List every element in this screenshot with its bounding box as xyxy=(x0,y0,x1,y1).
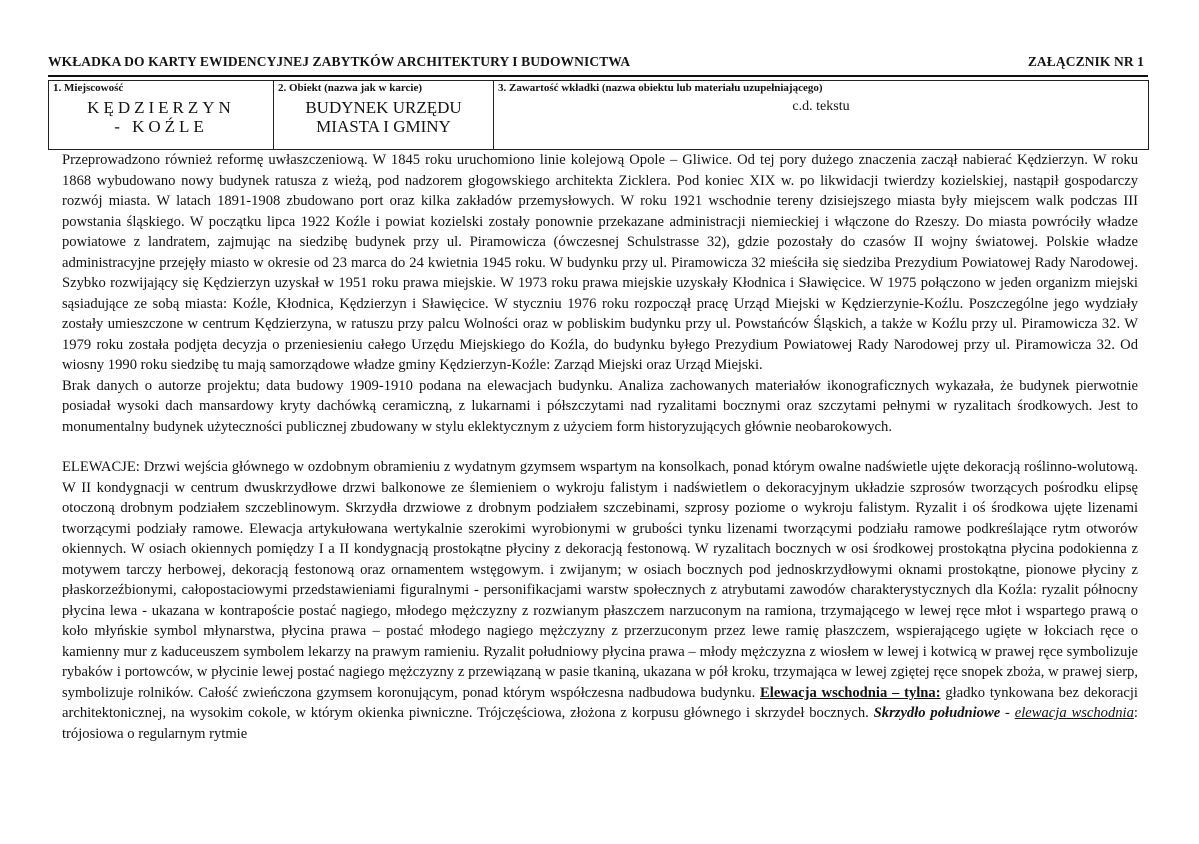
east-elevation-heading: Elewacja wschodnia – tylna: xyxy=(760,684,941,701)
annex-label: ZAŁĄCZNIK NR 1 xyxy=(1027,54,1144,69)
south-wing-heading: Skrzydło południowe xyxy=(873,705,1001,721)
south-wing-tail-text: : trójosiowa o regularnym rytmie xyxy=(62,705,1138,742)
location-label: 1. Miejscowość xyxy=(53,82,124,94)
content-cell xyxy=(494,81,1149,150)
content-label: 3. Zawartość wkładki (nazwa obiektu lub materiału uzupełniającego) xyxy=(498,82,823,94)
object-line-1: BUDYNEK URZĘDU xyxy=(305,98,462,117)
content-value: c.d. tekstu xyxy=(792,99,850,114)
dash-separator: - xyxy=(1000,705,1015,721)
object-cell xyxy=(274,81,494,150)
document-title: WKŁADKA DO KARTY EWIDENCYJNEJ ZABYTKÓW ARCHITEKTURY I BUDOWNICTWA xyxy=(48,54,631,69)
object-line-2: MIASTA I GMINY xyxy=(316,117,451,136)
elevations-text: ELEWACJE: Drzwi wejścia głównego w ozdobnym obramieniu z wydatnym gzymsem wspartym na konsolkach, ponad którym owalne nadświetle ujęte dekoracją roślinno-wolutową. W II kondygnacji w centrum dwuskrzydłowe drzwi balkonowe ze ślemieniem o wykroju falistym i nadświetlem o dekoracyjnym układzie szprosów tworzących pośrodku elipsę otoczoną drobnym podziałem szczeblinowym. Skrzydła drzwiowe z drobnym podziałem szczebinami, szprosy poziome o wykroju falistym. Ryzalit i oś środkowa ujęte lizenami tworzącymi podziały ramowe. Elewacja artykułowana wertykalnie szerokimi wyrobionymi w grubości tynku lizenami tworzącymi podziału ramowe podkreślające rytm otworów okiennych. W osiach okiennych pomiędzy I a II kondygnacją prostokątne płyciny z dekoracją festonową. W ryzalitach bocznych w osi środkowej prostokątna płycina podokienna z motywem tarczy herbowej, dekoracją festonową oraz ornamentem wstęgowym. i zwijanym; w osiach bocznych pod jednoskrzydłowymi oknami prostokątne, pionowe płyciny z płaskorzeźbionymi, całopostaciowymi przedstawieniami figuralnymi - personifikacjami warstw społecznych z atrybutami zawodów charakterystycznych dla Koźla: ryzalit północny płycina lewa - ukazana w kontrapoście postać nagiego, młodego mężczyzny z rozwianym płaszczem narzuconym na ramiona, trzymającego w lewej ręce młot i wspartego prawą o koło młyńskie symbol młynarstwa, płycina prawa – postać młodego nagiego mężczyzny z przerzuconym przez lewe ramię płaszczem, wspierającego ugięte w łokciach ręce o kamienny mur z kaduceuszem symbolem lekarzy na prawym ramieniu. Ryzalit południowy płycina prawa – młody mężczyzna z wiosłem w lewej i kotwicą w prawej ręce symbolizuje rybaków i portowców, w płycinie lewej postać nagiego mężczyzny z przewiązaną w pasie tkaniną, ukazana w pół kroku, trzymająca w lewej zgiętej ręce snopek zboża, w prawej sierp, symbolizuje rolników. Całość zwieńczona gzymsem koronującym, ponad którym współczesna nadbudowa budynku. xyxy=(62,459,1138,701)
location-cell xyxy=(49,81,274,150)
south-wing-east-elevation-heading: elewacja wschodnia xyxy=(1014,705,1134,721)
metadata-table xyxy=(48,80,1149,150)
elevations-paragraph xyxy=(62,457,1138,744)
object-label: 2. Obiekt (nazwa jak w karcie) xyxy=(278,82,423,94)
document-header xyxy=(48,50,1148,70)
design-paragraph: Brak danych o autorze projektu; data budowy 1909-1910 podana na elewacjach budynku. Analiza zachowanych materiałów ikonograficznych wykazała, że budynek pierwotnie posiadał wysoki dach mansardowy kryty dachówką ceramiczną, z lukarnami i półszczytami nad ryzalitami bocznymi oraz szczytami pełnymi w ryzalitach środkowych. Jest to monumentalny budynek użyteczności publicznej zbudowany w stylu eklektycznym z użyciem form historyzujących głównie neobarokowych. xyxy=(62,377,1138,435)
history-paragraph: Przeprowadzono również reformę uwłaszczeniową. W 1845 roku uruchomiono linie kolejową Opole – Gliwice. Od tej pory dużego znaczenia zaczął nabierać Kędzierzyn. W roku 1868 wybudowano nowy budynek ratusza z wieżą, pod nadzorem głogowskiego architekta Zicklera. Pod koniec XIX w. po likwidacji twierdzy kozielskiej, nastąpił gospodarczy rozwój miasta. W latach 1891-1908 zbudowano port oraz kilka zakładów przemysłowych. W roku 1921 wschodnie tereny dzisiejszego miasta były miejscem walk podczas III powstania śląskiego. W początku lipca 1922 Koźle i powiat kozielski zostały ponownie przekazane administracji niemieckiej i włączone do Rzeszy. Do miasta powróciły władze powiatowe z landratem, zajmując na siedzibę budynek przy ul. Piramowicza (ówczesnej Schulstrasse 32), gdzie pozostały do czasów II wojny światowej. Polskie władze administracyjne przejęły miasto w okresie od 23 marca do 24 kwietnia 1945 roku. W budynku przy ul. Piramowicza 32 mieściła się siedziba Prezydium Powiatowej Rady Narodowej. Szybko rozwijający się Kędzierzyn uzyskał w 1951 roku prawa miejskie. W 1973 roku prawa miejskie uzyskały Kłodnica i Sławięcice. W 1975 połączono w jeden organizm miejski sąsiadujące ze sobą miasta: Koźle, Kłodnica, Kędzierzyn i Sławięcice. W styczniu 1976 roku rozpoczął pracę Urząd Miejski w Kędzierzynie-Koźlu. Poszczególne jego wydziały zostały umieszczone w centrum Kędzierzyna, w ratuszu przy palcu Wolności oraz w pobliskim budynku przy ul. Powstańców Śląskich, a także w Koźlu przy ul. Piramowicza 32. W 1979 roku została podjęta decyzja o przeniesieniu całego Urzędu Miejskiego do Koźla, do budynku byłego Prezydium Powiatowej Rady Narodowej przy ul. Piramowicza 32. Od wiosny 1990 roku siedzibę tu mają samorządowe władze gminy Kędzierzyn-Koźle: Zarząd Miejski oraz Urząd Miejski. xyxy=(62,152,1138,373)
location-line-1: KĘDZIERZYN xyxy=(87,98,235,117)
header-rule xyxy=(48,75,1148,77)
body-text xyxy=(62,150,1138,744)
east-elevation-text: gładko tynkowana bez dekoracji architektonicznej, na wysokim cokole, w którym okienka piwniczne. Trójczęściowa, złożona z korpusu głównego i skrzydeł bocznych. xyxy=(62,684,1138,721)
location-line-2: - KOŹLE xyxy=(114,117,208,136)
